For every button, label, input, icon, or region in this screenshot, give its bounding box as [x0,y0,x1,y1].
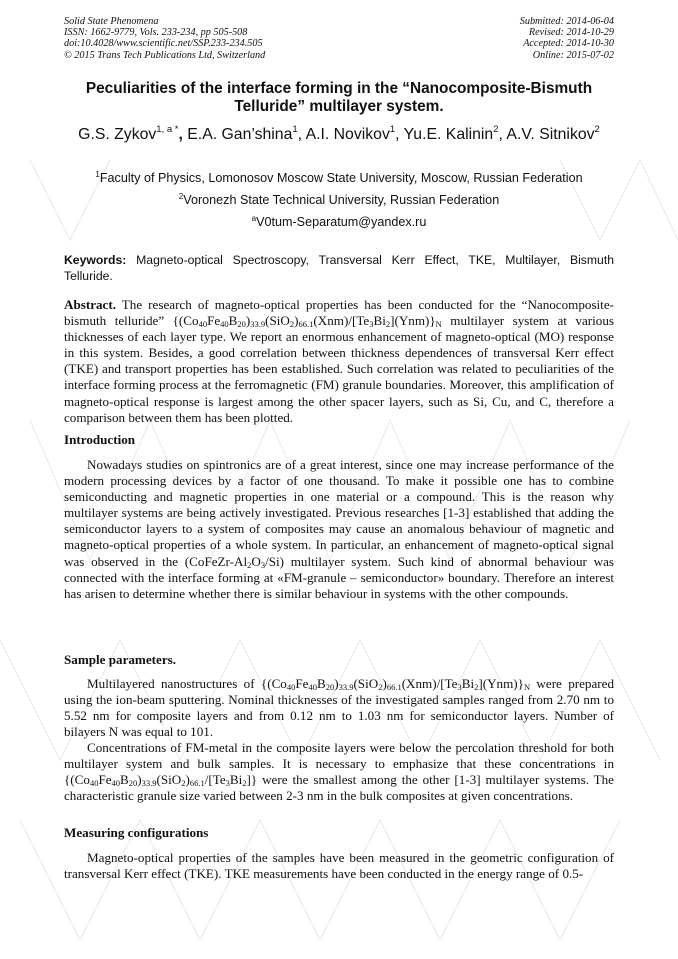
author-list [64,125,614,145]
introduction-paragraph: Nowadays studies on spintronics are of a great interest, since one may increase performance of the modern processing devices by a factor of one thousand. To make it possible one has to combine semiconducting and magnetic properties in one material or a compound. This is the reason why multilayer systems are being actively investigated. Previous researches [1-3] established that adding the semiconductor layers to a system of composites may cause an anomalous behaviour of magnetic and magneto-optical properties of a whole system. In particular, an enhancement of magneto-optical signal was observed in the $(CoFeZr-Al_2O_3/Si)$ multilayer system. Such kind of abnormal behaviour was connected with the interface forming at «FM-granule – semiconductor» boundary. Therefore an interest has arisen to determine whether there is similar behaviour in systems with the other compounds. [64,457,614,601]
author-sup: 2 [493,123,499,135]
dates-info [520,16,614,61]
aff-text: Faculty of Physics, Lomonosov Moscow State University, Moscow, Russian Federation [99,171,583,185]
doi-line[interactable]: doi:10.4028/www.scientific.net/SSP.233-234.505 [64,38,263,50]
aff-text: Voronezh State Technical University, Russian Federation [183,193,500,207]
author-name: G.S. Zykov [78,126,157,143]
affiliation-2 [64,193,614,208]
sample-paragraph-1: Multilayered nanostructures of $\{(Co_{40}Fe_{40}B_{20})_{33.9}(SiO_2)_{66.1}(Xnm)/[Te_3Bi_2](Ynm)\}_N$ were prepared using the ion-beam sputtering. Nominal thicknesses of the investigated samples ranged from 2.70 nm to 5.52 nm for composite layers and from 0.12 nm to 1.03 nm for semiconductor layers. Number of bilayers N was equal to 101. [64,676,614,740]
affiliation-email [64,215,614,230]
measuring-paragraph: Magneto-optical properties of the samples have been measured in the geometric configuration of transversal Kerr effect (TKE). TKE measurements have been conducted in the energy range of 0.5- [64,850,614,882]
keywords [64,252,614,284]
author-sep: , [178,126,188,143]
keywords-text: Magneto-optical Spectroscopy, Transversal Kerr Effect, TKE, Multilayer, Bismuth Telluride. [64,253,614,283]
revised-date: Revised: 2014-10-29 [528,27,614,39]
author-sup: 2 [594,123,600,135]
abstract-label: Abstract. [64,297,116,312]
issn-line: ISSN: 1662-9779, Vols. 233-234, pp 505-508 [64,27,248,39]
author-sup: 1 [389,123,396,135]
author-sup: 1 [292,123,298,135]
author-sep: , [297,126,306,143]
online-date: Online: 2015-07-02 [532,49,614,61]
copyright-line: © 2015 Trans Tech Publications Ltd, Switzerland [64,49,266,61]
keywords-label: Keywords: [64,253,127,267]
journal-info [64,16,265,61]
abstract-text: The research of magneto-optical properties has been conducted for the “Nanocomposite-bismuth telluride” $\{(Co_{40}Fe_{40}B_{20})_{33.9}(SiO_2)_{66.1}(Xnm)/[Te_3Bi_2](Ynm)\}_N$ multilayer system at various thicknesses of each layer type. We report an enormous enhancement of magneto-optical (MO) response in this system. Besides, a good correlation between thickness dependences of transversal Kerr effect (TKE) and transport properties has been established. Such correlation was related to peculiarities of the interface forming process at the ferromagnetic (FM) granule boundaries. Moreover, this amplification of magneto-optical response is largest among the other spacer layers, such as Si, Cu, and C, therefore a comparison between them has been plotted. [64,297,614,425]
author-sep: , [498,126,507,143]
author-name: A.I. Novikov [305,126,390,143]
author-name: E.A. Gan’shina [187,126,293,143]
email-link[interactable]: V0tum-Separatum@yandex.ru [256,215,427,229]
introduction-heading: Introduction [64,432,136,447]
accepted-date: Accepted: 2014-10-30 [523,38,614,50]
author-name: A.V. Sitnikov [506,126,595,143]
author-sup: 1, a * [156,123,179,135]
author-sep: , [395,126,404,143]
sample-paragraph-2: Concentrations of FM-metal in the composite layers were below the percolation threshold for both multilayer system and bulk samples. It is necessary to emphasize that these concentrations in $\{(Co_{40}Fe_{40}B_{20})_{33.9}(SiO_2)_{66.1}/[Te_3Bi_2]\}$ were the smallest among the other [1-3] multilayer systems. The characteristic granule size varied between 2-3 nm in the bulk composites at given concentrations. [64,740,614,804]
abstract [64,297,614,426]
paper-title [64,80,614,116]
aff-sup: 2 [178,191,184,201]
title-line-1: Peculiarities of the interface forming in the “Nanocomposite-Bismuth [85,80,593,97]
journal-name: Solid State Phenomena [64,16,159,27]
affiliation-1 [64,171,614,186]
author-name: Yu.E. Kalinin [403,126,494,143]
aff-sup: a [251,213,257,223]
submitted-date: Submitted: 2014-06-04 [519,16,614,27]
measuring-configurations-heading: Measuring configurations [64,825,209,840]
title-line-2: Telluride” multilayer system. [234,98,444,115]
sample-parameters-heading: Sample parameters. [64,652,177,667]
aff-sup: 1 [95,169,100,179]
